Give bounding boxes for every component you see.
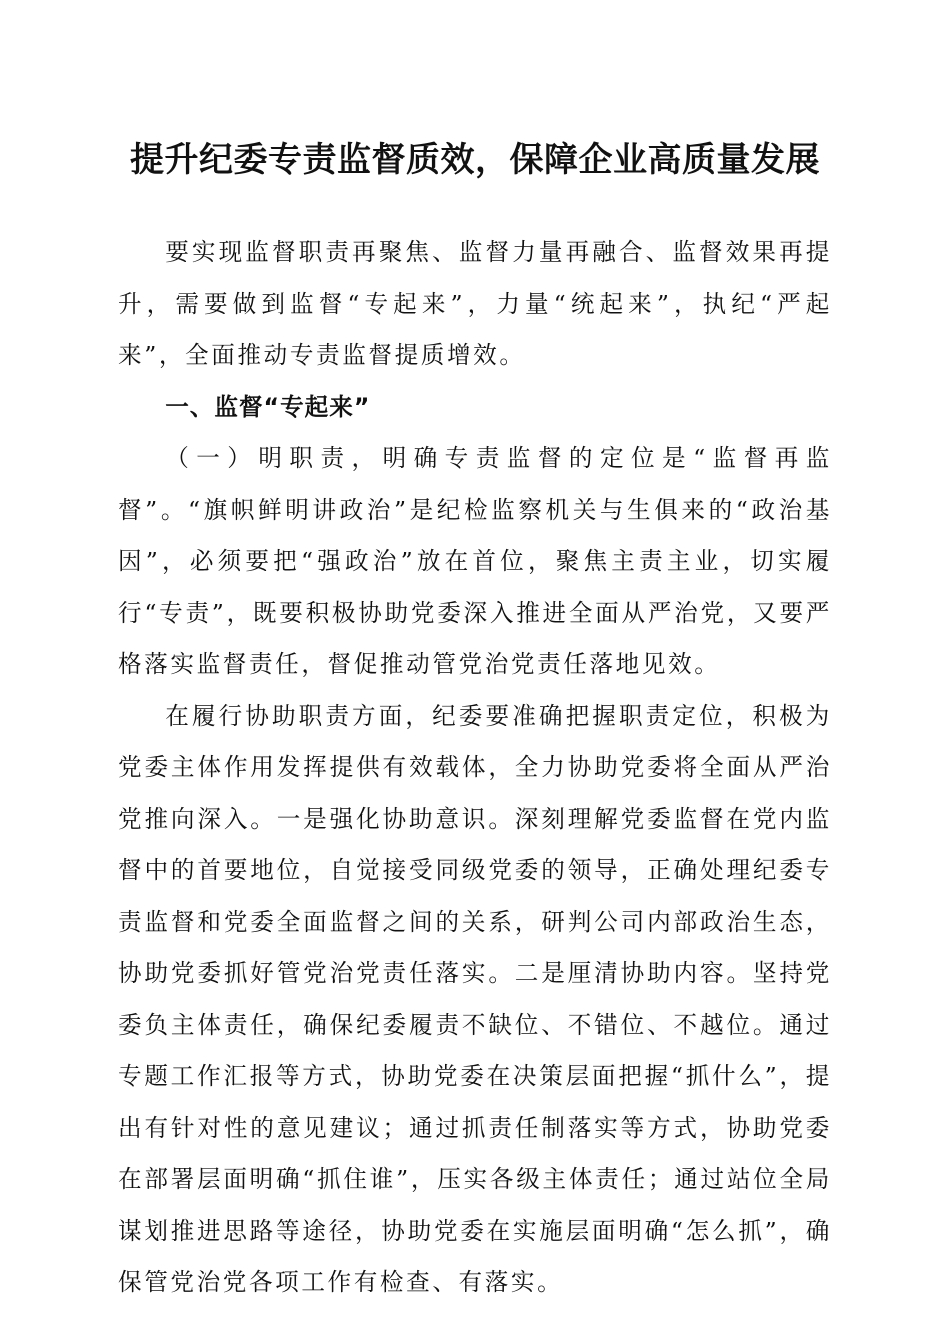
- section-heading: 一、监督“专起来”: [165, 392, 371, 421]
- intro-paragraph: 要实现监督职责再聚焦、监督力量再融合、监督效果再提升，需要做到监督“专起来”，力量“统起来”，执纪“严起来”，全面推动专责监督提质增效。: [118, 238, 832, 369]
- document-body: [118, 227, 832, 1309]
- document-title: 提升纪委专责监督质效，保障企业高质量发展: [130, 140, 820, 180]
- body-paragraph-2: 在履行协助职责方面，纪委要准确把握职责定位，积极为党委主体作用发挥提供有效载体，全力协助党委将全面从严治党推向深入。一是强化协助意识。深刻理解党委监督在党内监督中的首要地位，自觉接受同级党委的领导，正确处理纪委专责监督和党委全面监督之间的关系，研判公司内部政治生态，协助党委抓好管党治党责任落实。二是厘清协助内容。坚持党委负主体责任，确保纪委履责不缺位、不错位、不越位。通过专题工作汇报等方式，协助党委在决策层面把握“抓什么”，提出有针对性的意见建议；通过抓责任制落实等方式，协助党委在部署层面明确“抓住谁”，压实各级主体责任；通过站位全局谋划推进思路等途径，协助党委在实施层面明确“怎么抓”，确保管党治党各项工作有检查、有落实。: [118, 701, 832, 1296]
- body-paragraph-1: （一）明职责，明确专责监督的定位是“监督再监督”。“旗帜鲜明讲政治”是纪检监察机关与生俱来的“政治基因”，必须要把“强政治”放在首位，聚焦主责主业，切实履行“专责”，既要积极协助党委深入推进全面从严治党，又要严格落实监督责任，督促推动管党治党责任落地见效。: [118, 444, 832, 678]
